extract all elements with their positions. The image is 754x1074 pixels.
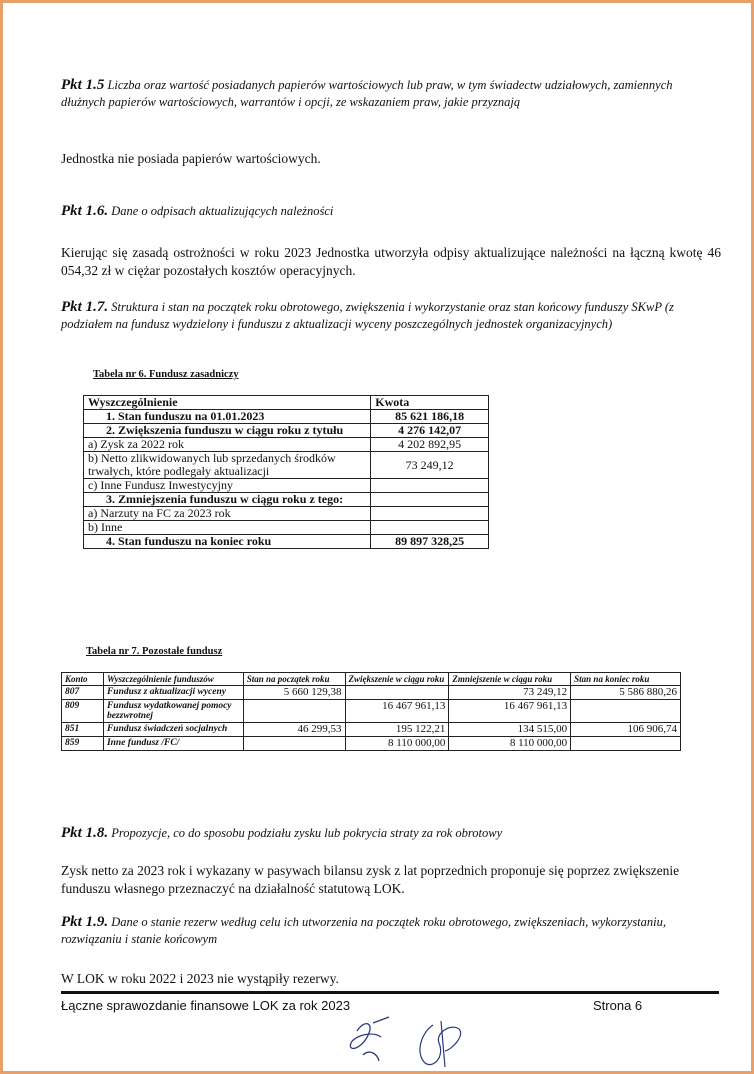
increase-cell: 8 110 000,00 [345, 737, 449, 751]
row-label: b) Inne [84, 521, 371, 535]
row-value: 85 621 186,18 [371, 410, 489, 424]
row-label: c) Inne Fundusz Inwestycyjny [84, 479, 371, 493]
row-label: 3. Zmniejszenia funduszu w ciągu roku z tego: [84, 493, 371, 507]
section-title: Propozycje, co do sposobu podziału zysku lub pokrycia straty za rok obrotowy [111, 826, 503, 840]
row-label: a) Zysk za 2022 rok [84, 438, 371, 452]
section-1-6-text: Kierując się zasadą ostrożności w roku 2023 Jednostka utworzyła odpisy aktualizujące należności na łączną kwotę 46 054,32 zł w ciężar pozostałych kosztów operacyjnych. [61, 245, 721, 278]
section-1-7-heading [61, 299, 711, 333]
konto-cell: 809 [62, 700, 104, 723]
konto-cell: 807 [62, 686, 104, 700]
name-cell: Fundusz wydatkowanej pomocy bezzwrotnej [103, 700, 243, 723]
row-value: 4 202 892,95 [371, 438, 489, 452]
row-value [371, 507, 489, 521]
section-title: Liczba oraz wartość posiadanych papierów wartościowych lub praw, w tym świadectw udziałowych, zamiennych dłużnych papierów wartościowych, warrantów i opcji, ze wskazaniem praw, jakie przyznają [61, 78, 673, 109]
row-label: 1. Stan funduszu na 01.01.2023 [84, 410, 371, 424]
konto-cell: 851 [62, 723, 104, 737]
table-header-cell: Konto [62, 673, 104, 686]
end-cell: 106 906,74 [571, 723, 681, 737]
section-title: Dane o odpisach aktualizujących należności [111, 204, 334, 218]
table-6-fundusz-zasadniczy [83, 395, 489, 549]
section-label: Pkt 1.6. [61, 203, 109, 219]
section-title: Struktura i stan na początek roku obrotowego, zwiększenia i wykorzystanie oraz stan końcowy funduszy SKwP (z podziałem na fundusz wydzielony i funduszu z aktualizacji wyceny poszczególnych jednostek organizacyjnych) [61, 300, 674, 331]
decrease-cell: 73 249,12 [449, 686, 571, 700]
table-row [84, 452, 489, 479]
decrease-cell: 16 467 961,13 [449, 700, 571, 723]
table-header-cell: Stan na koniec roku [571, 673, 681, 686]
table-row [84, 521, 489, 535]
section-1-9-heading [61, 914, 711, 948]
row-value: 89 897 328,25 [371, 535, 489, 549]
table-row [84, 479, 489, 493]
table-row [62, 723, 681, 737]
table-row [84, 424, 489, 438]
row-value [371, 521, 489, 535]
footer-divider [61, 991, 719, 994]
signature-2 [420, 1021, 461, 1067]
section-1-5-heading [61, 77, 701, 111]
section-1-5-text: Jednostka nie posiada papierów wartościowych. [61, 151, 321, 166]
increase-cell [345, 686, 449, 700]
konto-cell: 859 [62, 737, 104, 751]
row-value: 4 276 142,07 [371, 424, 489, 438]
end-cell: 5 586 880,26 [571, 686, 681, 700]
signatures-image [333, 1009, 483, 1071]
end-cell [571, 737, 681, 751]
name-cell: Fundusz z aktualizacji wyceny [103, 686, 243, 700]
section-title: Dane o stanie rezerw według celu ich utworzenia na początek roku obrotowego, zwiększeniach, wykorzystaniu, rozwiązaniu i stanie końcowym [61, 915, 667, 946]
increase-cell: 16 467 961,13 [345, 700, 449, 723]
signature-1 [350, 1017, 389, 1061]
end-cell [571, 700, 681, 723]
table-row [62, 686, 681, 700]
row-label: 2. Zwiększenia funduszu w ciągu roku z tytułu [84, 424, 371, 438]
row-value: 73 249,12 [371, 452, 489, 479]
table-header-cell: Zwiększenie w ciągu roku [345, 673, 449, 686]
row-label: a) Narzuty na FC za 2023 rok [84, 507, 371, 521]
row-label: b) Netto zlikwidowanych lub sprzedanych środków trwałych, które podlegały aktualizacji [84, 452, 371, 479]
table-row [84, 535, 489, 549]
start-cell: 46 299,53 [243, 723, 345, 737]
table-row [84, 438, 489, 452]
decrease-cell: 8 110 000,00 [449, 737, 571, 751]
table-header-row [84, 396, 489, 410]
section-label: Pkt 1.8. [61, 825, 109, 841]
section-label: Pkt 1.5 [61, 77, 105, 93]
table-header-cell: Zmniejszenie w ciągu roku [449, 673, 571, 686]
section-1-8-heading [61, 825, 711, 842]
start-cell [243, 737, 345, 751]
section-1-9-text: W LOK w roku 2022 i 2023 nie wystąpiły rezerwy. [61, 971, 339, 986]
row-label: 4. Stan funduszu na koniec roku [84, 535, 371, 549]
table-header-cell: Wyszczególnienie [84, 396, 371, 410]
table-7-caption: Tabela nr 7. Pozostałe fundusz [86, 646, 223, 657]
table-7-pozostale-fundusze [61, 672, 681, 751]
section-label: Pkt 1.7. [61, 299, 109, 315]
section-1-6-heading [61, 203, 701, 220]
page-number: Strona 6 [593, 998, 643, 1013]
start-cell: 5 660 129,38 [243, 686, 345, 700]
table-row [62, 700, 681, 723]
start-cell [243, 700, 345, 723]
table-row [62, 737, 681, 751]
table-header-cell: Stan na początek roku [243, 673, 345, 686]
table-row [84, 493, 489, 507]
decrease-cell: 134 515,00 [449, 723, 571, 737]
table-header-row [62, 673, 681, 686]
table-row [84, 507, 489, 521]
section-1-8-text: Zysk netto za 2023 rok i wykazany w pasywach bilansu zysk z lat poprzednich proponuje się poprzez zwiększenie funduszu własnego przeznaczyć na działalność statutową LOK. [61, 863, 680, 896]
table-6-caption: Tabela nr 6. Fundusz zasadniczy [93, 369, 239, 380]
increase-cell: 195 122,21 [345, 723, 449, 737]
table-header-cell: Kwota [371, 396, 489, 410]
name-cell: Fundusz świadczeń socjalnych [103, 723, 243, 737]
footer-title: Łączne sprawozdanie finansowe LOK za rok 2023 [61, 998, 351, 1013]
table-row [84, 410, 489, 424]
section-label: Pkt 1.9. [61, 914, 109, 930]
row-value [371, 479, 489, 493]
table-header-cell: Wyszczególnienie funduszów [103, 673, 243, 686]
row-value [371, 493, 489, 507]
name-cell: Inne fundusz /FC/ [103, 737, 243, 751]
